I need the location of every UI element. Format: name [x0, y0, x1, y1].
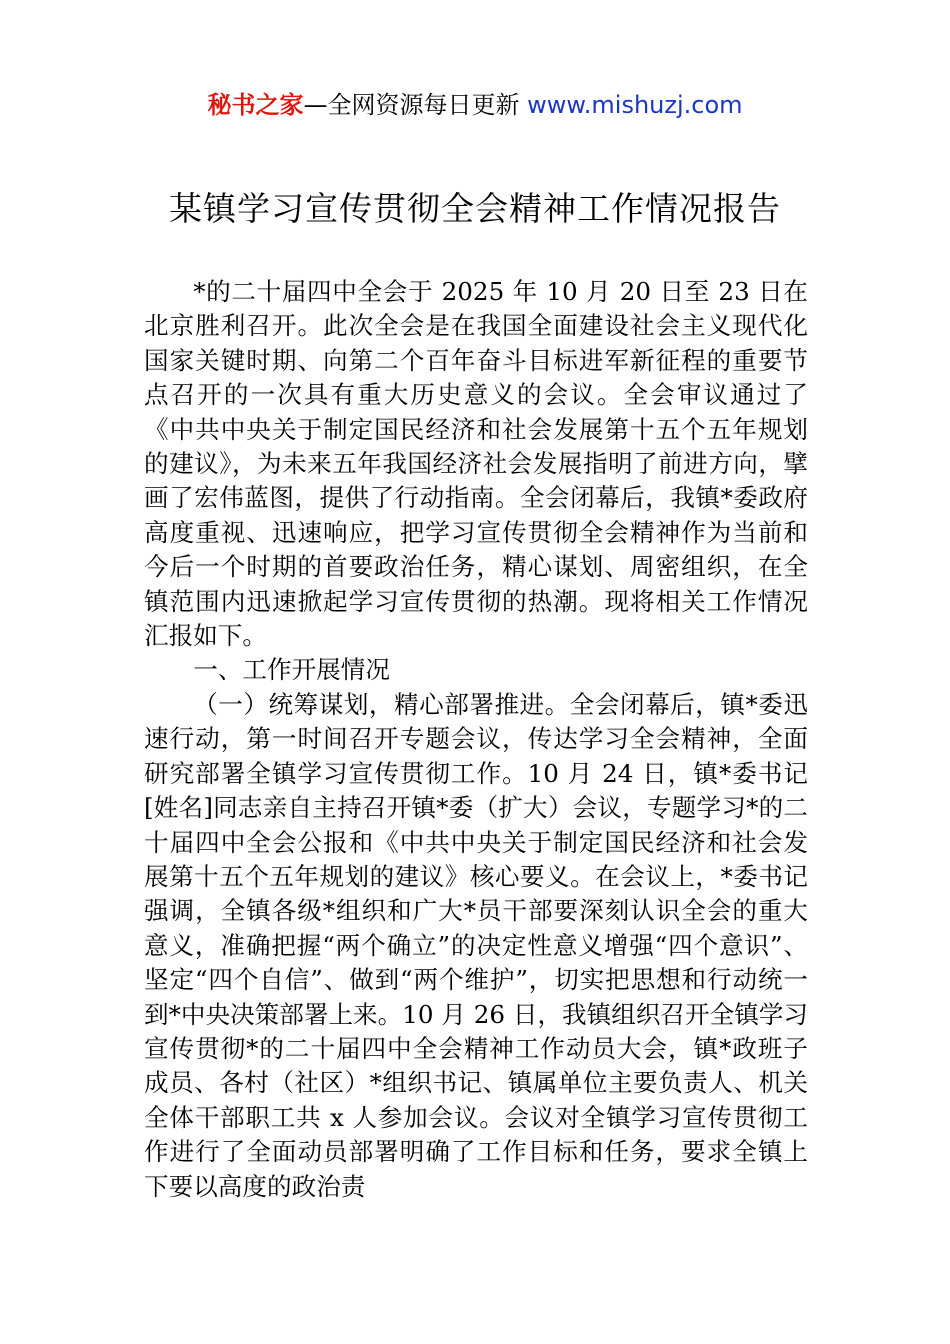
intro-paragraph: *的二十届四中全会于 2025 年 10 月 20 日至 23 日在北京胜利召开。此次全会是在我国全面建设社会主义现代化国家关键时期、向第二个百年奋斗目标进军新征程的重要节点召开的一次具有重大历史意义的会议。全会审议通过了《中共中央关于制定国民经济和社会发展第十五个五年规划的建议》，为未来五年我国经济社会发展指明了前进方向，擘画了宏伟蓝图，提供了行动指南。全会闭幕后，我镇*委政府高度重视、迅速响应，把学习宣传贯彻全会精神作为当前和今后一个时期的首要政治任务，精心谋划、周密组织，在全镇范围内迅速掀起学习宣传贯彻的热潮。现将相关工作情况汇报如下。	[144, 277, 808, 651]
site-url-link[interactable]: www.mishuzj.com	[527, 91, 743, 119]
section-heading: 一、工作开展情况	[193, 655, 390, 685]
document-body	[144, 275, 808, 1204]
site-tagline: —全网资源每日更新	[303, 91, 528, 119]
site-brand: 秘书之家	[207, 91, 304, 119]
site-header	[0, 88, 950, 122]
body-paragraph: （一）统筹谋划，精心部署推进。全会闭幕后，镇*委迅速行动，第一时间召开专题会议，传达学习全会精神，全面研究部署全镇学习宣传贯彻工作。10 月 24 日，镇*委书记[姓名]同志亲自主持召开镇*委（扩大）会议，专题学习*的二十届四中全会公报和《中共中央关于制定国民经济和社会发展第十五个五年规划的建议》核心要义。在会议上，*委书记强调，全镇各级*组织和广大*员干部要深刻认识全会的重大意义，准确把握“两个确立”的决定性意义增强“四个意识”、坚定“四个自信”、做到“两个维护”，切实把思想和行动统一到*中央决策部署上来。10 月 26 日，我镇组织召开全镇学习宣传贯彻*的二十届四中全会精神工作动员大会，镇*政班子成员、各村（社区）*组织书记、镇属单位主要负责人、机关全体干部职工共 x 人参加会议。会议对全镇学习宣传贯彻工作进行了全面动员部署明确了工作目标和任务，要求全镇上下要以高度的政治责	[144, 689, 808, 1201]
document-title: 某镇学习宣传贯彻全会精神工作情况报告	[169, 189, 781, 228]
